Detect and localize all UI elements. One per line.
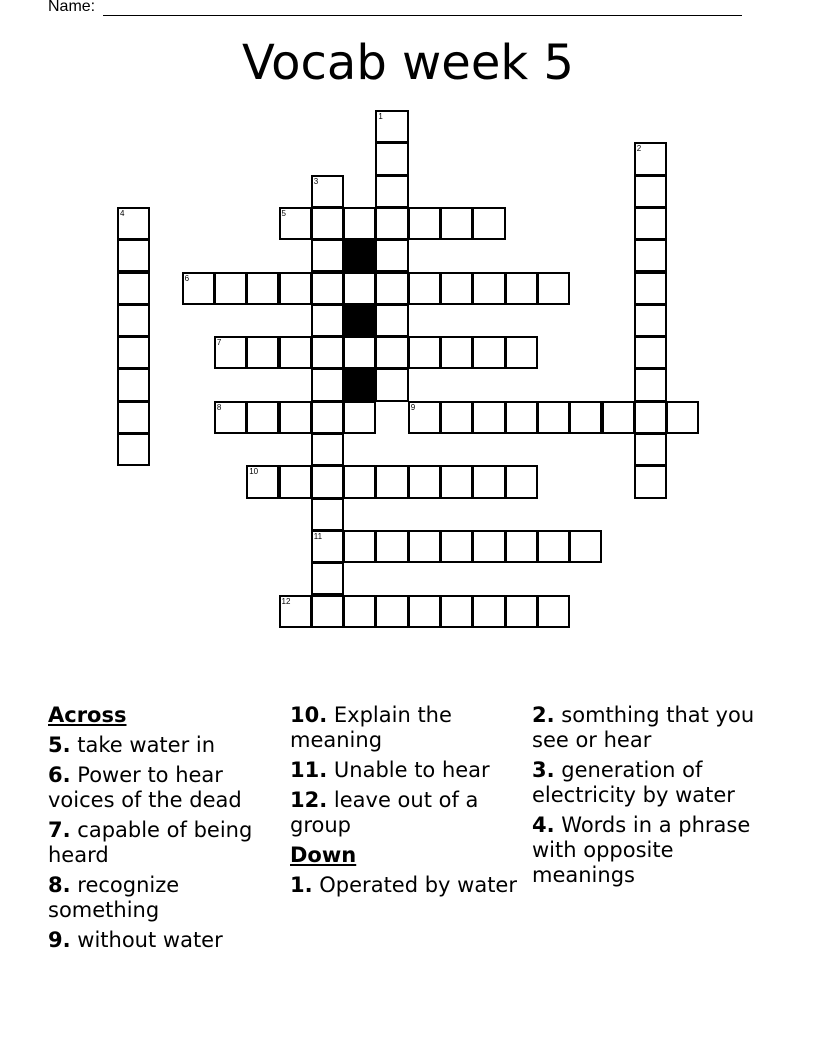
- crossword-cell[interactable]: [634, 336, 667, 369]
- crossword-cell[interactable]: [505, 401, 538, 434]
- crossword-cell[interactable]: [246, 336, 279, 369]
- down-clue: 4. Words in a phrase with opposite meanings: [532, 813, 751, 887]
- crossword-cell[interactable]: [408, 595, 441, 628]
- crossword-cell[interactable]: [537, 530, 570, 563]
- crossword-cell[interactable]: [375, 239, 408, 272]
- crossword-cell[interactable]: [311, 595, 344, 628]
- crossword-cell[interactable]: [117, 304, 150, 337]
- crossword-cell[interactable]: [117, 433, 150, 466]
- crossword-cell[interactable]: [634, 175, 667, 208]
- crossword-cell[interactable]: [311, 368, 344, 401]
- across-clue: 12. leave out of a group: [290, 788, 479, 837]
- crossword-cell[interactable]: [311, 530, 344, 563]
- crossword-cell[interactable]: [375, 530, 408, 563]
- crossword-cell[interactable]: [343, 465, 376, 498]
- crossword-cell[interactable]: [311, 207, 344, 240]
- crossword-cell[interactable]: [440, 272, 473, 305]
- crossword-cell[interactable]: [440, 530, 473, 563]
- crossword-cell[interactable]: [440, 465, 473, 498]
- crossword-cell[interactable]: [311, 562, 344, 595]
- crossword-cell[interactable]: [472, 336, 505, 369]
- crossword-cell[interactable]: [634, 304, 667, 337]
- clue-number: 5: [281, 208, 286, 218]
- crossword-cell[interactable]: [343, 336, 376, 369]
- crossword-cell[interactable]: [311, 272, 344, 305]
- crossword-cell[interactable]: [537, 401, 570, 434]
- crossword-cell[interactable]: [214, 272, 247, 305]
- crossword-cell[interactable]: [408, 465, 441, 498]
- crossword-cell[interactable]: [279, 272, 312, 305]
- across-clue: 9. without water: [48, 928, 223, 952]
- crossword-cell[interactable]: [472, 465, 505, 498]
- crossword-cell[interactable]: [311, 498, 344, 531]
- crossword-cell[interactable]: [472, 401, 505, 434]
- crossword-cell[interactable]: [311, 336, 344, 369]
- down-clue: 1. Operated by water: [290, 873, 517, 897]
- clue-number: 7: [216, 338, 222, 348]
- crossword-cell[interactable]: [117, 336, 150, 369]
- crossword-cell[interactable]: [375, 272, 408, 305]
- crossword-cell[interactable]: [634, 142, 667, 175]
- crossword-cell[interactable]: [472, 530, 505, 563]
- across-clue: 8. recognize something: [48, 873, 180, 922]
- crossword-cell[interactable]: [311, 465, 344, 498]
- crossword-cell[interactable]: [375, 368, 408, 401]
- crossword-cell[interactable]: [440, 595, 473, 628]
- crossword-cell[interactable]: [375, 304, 408, 337]
- clue-number: 2: [636, 144, 642, 154]
- crossword-cell[interactable]: [408, 207, 441, 240]
- crossword-cell[interactable]: [505, 530, 538, 563]
- crossword-cell[interactable]: [279, 401, 312, 434]
- crossword-cell[interactable]: [214, 401, 247, 434]
- across-clue: 7. capable of being heard: [48, 818, 253, 867]
- crossword-cell[interactable]: [537, 272, 570, 305]
- crossword-cell[interactable]: [279, 207, 312, 240]
- crossword-cell[interactable]: [246, 272, 279, 305]
- crossword-cell[interactable]: [408, 530, 441, 563]
- crossword-cell[interactable]: [505, 336, 538, 369]
- crossword-cell[interactable]: [634, 272, 667, 305]
- crossword-cell[interactable]: [440, 207, 473, 240]
- across-clue: 5. take water in: [48, 733, 216, 757]
- clue-number: 12: [281, 596, 291, 606]
- crossword-cell[interactable]: [375, 175, 408, 208]
- crossword-cell[interactable]: [311, 433, 344, 466]
- crossword-cell[interactable]: [472, 207, 505, 240]
- crossword-cell[interactable]: [343, 272, 376, 305]
- crossword-cell[interactable]: [117, 401, 150, 434]
- crossword-cell[interactable]: [311, 304, 344, 337]
- crossword-cell[interactable]: [408, 401, 441, 434]
- name-row: Name:: [48, 0, 96, 15]
- crossword-cell[interactable]: [634, 465, 667, 498]
- crossword-cell[interactable]: [408, 272, 441, 305]
- clue-number: 8: [216, 402, 222, 412]
- down-clue: 2. somthing that you see or hear: [532, 703, 755, 752]
- across-clue: 11. Unable to hear: [290, 758, 490, 782]
- crossword-cell[interactable]: [117, 272, 150, 305]
- crossword-cell[interactable]: [505, 272, 538, 305]
- crossword-cell[interactable]: [505, 595, 538, 628]
- down-heading: Down: [290, 843, 357, 867]
- crossword-cell[interactable]: [408, 336, 441, 369]
- crossword-cell[interactable]: [117, 207, 150, 240]
- crossword-cell[interactable]: [117, 368, 150, 401]
- clue-number: 9: [410, 402, 416, 412]
- crossword-cell[interactable]: [634, 401, 667, 434]
- crossword-cell[interactable]: [343, 530, 376, 563]
- clue-number: 11: [313, 531, 323, 541]
- clue-column-1: [48, 703, 278, 958]
- down-clue: 3. generation of electricity by water: [532, 758, 735, 807]
- across-clue: 10. Explain the meaning: [290, 703, 452, 752]
- crossword-cell[interactable]: [246, 465, 279, 498]
- across-heading: Across: [48, 703, 127, 727]
- crossword-cell[interactable]: [375, 142, 408, 175]
- crossword-cell[interactable]: [569, 401, 602, 434]
- crossword-cell[interactable]: [666, 401, 699, 434]
- crossword-cell[interactable]: [537, 595, 570, 628]
- crossword-cell[interactable]: [214, 336, 247, 369]
- crossword-cell[interactable]: [311, 239, 344, 272]
- crossword-cell[interactable]: [375, 595, 408, 628]
- crossword-cell[interactable]: [375, 207, 408, 240]
- crossword-cell[interactable]: [440, 401, 473, 434]
- crossword-cell[interactable]: [279, 465, 312, 498]
- crossword-cell[interactable]: [117, 239, 150, 272]
- crossword-cell[interactable]: [375, 465, 408, 498]
- crossword-cell[interactable]: [602, 401, 635, 434]
- clue-number: 4: [120, 208, 125, 218]
- crossword-cell[interactable]: [472, 272, 505, 305]
- crossword-block: [343, 304, 376, 337]
- crossword-cell[interactable]: [343, 401, 376, 434]
- crossword-cell[interactable]: [279, 336, 312, 369]
- crossword-cell[interactable]: [569, 530, 602, 563]
- crossword-block: [343, 368, 376, 401]
- clue-column-3: [532, 703, 762, 893]
- crossword-cell[interactable]: [634, 433, 667, 466]
- crossword-cell[interactable]: [311, 175, 344, 208]
- crossword-cell[interactable]: [343, 207, 376, 240]
- crossword-block: [343, 239, 376, 272]
- page-title: Vocab week 5: [242, 35, 574, 91]
- crossword-cell[interactable]: [246, 401, 279, 434]
- crossword-cell[interactable]: [279, 595, 312, 628]
- clue-number: 1: [378, 112, 383, 121]
- crossword-cell[interactable]: [634, 368, 667, 401]
- crossword-cell[interactable]: [472, 595, 505, 628]
- crossword-cell[interactable]: [440, 336, 473, 369]
- across-clue: 6. Power to hear voices of the dead: [48, 763, 242, 812]
- crossword-cell[interactable]: [634, 207, 667, 240]
- clue-column-2: [290, 703, 520, 903]
- clue-number: 10: [249, 467, 259, 477]
- crossword-cell[interactable]: [311, 401, 344, 434]
- crossword-cell[interactable]: [375, 336, 408, 369]
- clue-number: 6: [184, 273, 190, 283]
- crossword-cell[interactable]: [634, 239, 667, 272]
- crossword-cell[interactable]: [182, 272, 215, 305]
- crossword-cell[interactable]: [343, 595, 376, 628]
- crossword-cell[interactable]: [505, 465, 538, 498]
- crossword-cell[interactable]: [375, 110, 408, 143]
- clue-number: 3: [313, 176, 319, 186]
